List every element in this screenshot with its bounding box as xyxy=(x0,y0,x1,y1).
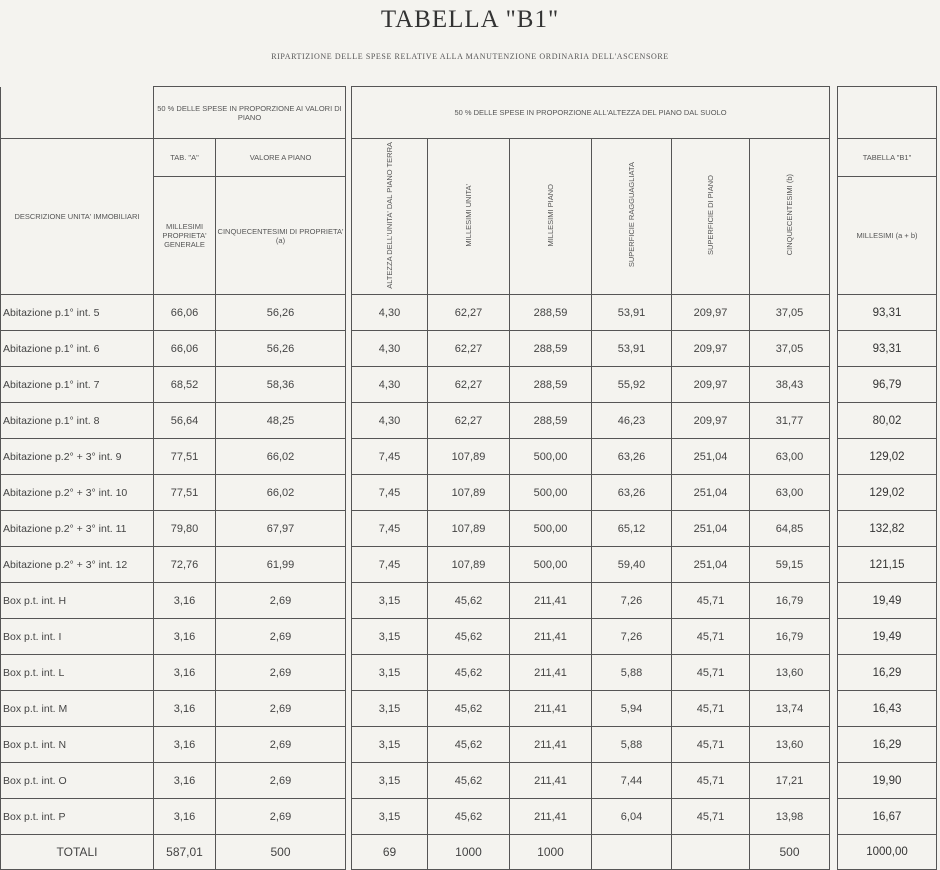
header-descrizione: DESCRIZIONE UNITA' IMMOBILIARI xyxy=(1,139,154,295)
header-millesimi-unita: MILLESIMI UNITA' xyxy=(428,139,510,295)
altezza-cell: 3,15 xyxy=(352,763,428,799)
unit-description: Box p.t. int. P xyxy=(1,799,154,835)
millesimi-unita-cell: 45,62 xyxy=(428,691,510,727)
millesimi-unita-cell: 62,27 xyxy=(428,367,510,403)
cinquecentesimi-proprieta-cell: 66,02 xyxy=(216,475,346,511)
table-row xyxy=(1,403,937,439)
cinquecentesimi-b-cell: 16,79 xyxy=(750,619,830,655)
unit-description: Box p.t. int. O xyxy=(1,763,154,799)
altezza-cell: 7,45 xyxy=(352,439,428,475)
altezza-cell: 7,45 xyxy=(352,511,428,547)
millesimi-proprieta-cell: 68,52 xyxy=(154,367,216,403)
table-row xyxy=(1,655,937,691)
millesimi-ab-cell: 129,02 xyxy=(838,439,937,475)
superficie-piano-cell: 209,97 xyxy=(672,367,750,403)
table-row xyxy=(1,691,937,727)
cinquecentesimi-b-cell: 64,85 xyxy=(750,511,830,547)
cinquecentesimi-b-cell: 16,79 xyxy=(750,583,830,619)
altezza-cell: 7,45 xyxy=(352,547,428,583)
millesimi-ab-cell: 96,79 xyxy=(838,367,937,403)
spacer-cell xyxy=(830,727,838,763)
header-altezza: ALTEZZA DELL'UNITA' DAL PIANO TERRA xyxy=(352,139,428,295)
unit-description: Abitazione p.1° int. 8 xyxy=(1,403,154,439)
spacer-cell xyxy=(830,511,838,547)
millesimi-proprieta-cell: 3,16 xyxy=(154,655,216,691)
total-cinquecentesimi-proprieta: 500 xyxy=(216,835,346,870)
superficie-ragguagliata-cell: 53,91 xyxy=(592,295,672,331)
cinquecentesimi-b-cell: 13,74 xyxy=(750,691,830,727)
totals-label: TOTALI xyxy=(1,835,154,870)
superficie-piano-cell: 251,04 xyxy=(672,511,750,547)
cinquecentesimi-proprieta-cell: 2,69 xyxy=(216,691,346,727)
millesimi-proprieta-cell: 3,16 xyxy=(154,691,216,727)
unit-description: Box p.t. int. L xyxy=(1,655,154,691)
superficie-piano-cell: 45,71 xyxy=(672,583,750,619)
superficie-piano-cell: 209,97 xyxy=(672,403,750,439)
unit-description: Abitazione p.1° int. 7 xyxy=(1,367,154,403)
spacer-cell xyxy=(830,799,838,835)
altezza-cell: 3,15 xyxy=(352,655,428,691)
millesimi-ab-cell: 129,02 xyxy=(838,475,937,511)
header-tabella-b1: TABELLA "B1" xyxy=(838,139,937,177)
spacer-cell xyxy=(830,547,838,583)
superficie-ragguagliata-cell: 59,40 xyxy=(592,547,672,583)
cinquecentesimi-proprieta-cell: 56,26 xyxy=(216,331,346,367)
superficie-ragguagliata-cell: 5,88 xyxy=(592,727,672,763)
millesimi-unita-cell: 45,62 xyxy=(428,727,510,763)
cinquecentesimi-proprieta-cell: 2,69 xyxy=(216,655,346,691)
table-row xyxy=(1,511,937,547)
cinquecentesimi-proprieta-cell: 2,69 xyxy=(216,799,346,835)
altezza-cell: 4,30 xyxy=(352,403,428,439)
cinquecentesimi-proprieta-cell: 56,26 xyxy=(216,295,346,331)
superficie-ragguagliata-cell: 63,26 xyxy=(592,439,672,475)
superficie-ragguagliata-cell: 7,44 xyxy=(592,763,672,799)
superficie-piano-cell: 209,97 xyxy=(672,295,750,331)
table-row xyxy=(1,727,937,763)
millesimi-piano-cell: 211,41 xyxy=(510,619,592,655)
table-row xyxy=(1,763,937,799)
cinquecentesimi-proprieta-cell: 67,97 xyxy=(216,511,346,547)
page-subtitle: RIPARTIZIONE DELLE SPESE RELATIVE ALLA MANUTENZIONE ORDINARIA DELL'ASCENSORE xyxy=(271,52,669,61)
millesimi-unita-cell: 45,62 xyxy=(428,763,510,799)
millesimi-proprieta-cell: 66,06 xyxy=(154,331,216,367)
superficie-ragguagliata-cell: 65,12 xyxy=(592,511,672,547)
unit-description: Box p.t. int. M xyxy=(1,691,154,727)
unit-description: Abitazione p.2° + 3° int. 10 xyxy=(1,475,154,511)
millesimi-proprieta-cell: 3,16 xyxy=(154,619,216,655)
millesimi-piano-cell: 211,41 xyxy=(510,583,592,619)
superficie-piano-cell: 209,97 xyxy=(672,331,750,367)
millesimi-unita-cell: 107,89 xyxy=(428,439,510,475)
millesimi-ab-cell: 132,82 xyxy=(838,511,937,547)
cinquecentesimi-proprieta-cell: 2,69 xyxy=(216,727,346,763)
superficie-ragguagliata-cell: 6,04 xyxy=(592,799,672,835)
unit-description: Abitazione p.2° + 3° int. 11 xyxy=(1,511,154,547)
altezza-cell: 3,15 xyxy=(352,691,428,727)
cinquecentesimi-b-cell: 63,00 xyxy=(750,475,830,511)
millesimi-ab-cell: 19,49 xyxy=(838,619,937,655)
page-title: TABELLA "B1" xyxy=(380,6,560,33)
unit-description: Box p.t. int. I xyxy=(1,619,154,655)
millesimi-proprieta-cell: 77,51 xyxy=(154,475,216,511)
millesimi-proprieta-cell: 79,80 xyxy=(154,511,216,547)
millesimi-ab-cell: 93,31 xyxy=(838,295,937,331)
cinquecentesimi-proprieta-cell: 2,69 xyxy=(216,619,346,655)
spacer-cell xyxy=(830,763,838,799)
header-group-b: 50 % DELLE SPESE IN PROPORZIONE ALL'ALTEZZA DEL PIANO DAL SUOLO xyxy=(352,87,830,139)
millesimi-piano-cell: 211,41 xyxy=(510,727,592,763)
altezza-cell: 4,30 xyxy=(352,331,428,367)
cinquecentesimi-proprieta-cell: 2,69 xyxy=(216,763,346,799)
superficie-piano-cell: 45,71 xyxy=(672,655,750,691)
table-row xyxy=(1,619,937,655)
header-corner xyxy=(1,87,154,139)
millesimi-proprieta-cell: 3,16 xyxy=(154,583,216,619)
table-row xyxy=(1,331,937,367)
header-group-a: 50 % DELLE SPESE IN PROPORZIONE AI VALORI DI PIANO xyxy=(154,87,346,139)
millesimi-piano-cell: 500,00 xyxy=(510,475,592,511)
cinquecentesimi-proprieta-cell: 2,69 xyxy=(216,583,346,619)
millesimi-unita-cell: 45,62 xyxy=(428,583,510,619)
cinquecentesimi-b-cell: 13,60 xyxy=(750,655,830,691)
millesimi-unita-cell: 62,27 xyxy=(428,295,510,331)
millesimi-piano-cell: 211,41 xyxy=(510,691,592,727)
millesimi-piano-cell: 288,59 xyxy=(510,331,592,367)
table-row xyxy=(1,583,937,619)
altezza-cell: 4,30 xyxy=(352,367,428,403)
unit-description: Abitazione p.2° + 3° int. 12 xyxy=(1,547,154,583)
spacer-cell xyxy=(830,295,838,331)
table-row xyxy=(1,439,937,475)
header-millesimi-ab: MILLESIMI (a + b) xyxy=(838,177,937,295)
superficie-piano-cell: 251,04 xyxy=(672,547,750,583)
millesimi-piano-cell: 288,59 xyxy=(510,403,592,439)
header-superficie-piano: SUPERFICIE DI PIANO xyxy=(672,139,750,295)
altezza-cell: 3,15 xyxy=(352,619,428,655)
total-altezza: 69 xyxy=(352,835,428,870)
allocation-table xyxy=(0,86,937,870)
spacer-cell xyxy=(830,691,838,727)
millesimi-proprieta-cell: 56,64 xyxy=(154,403,216,439)
millesimi-ab-cell: 16,43 xyxy=(838,691,937,727)
millesimi-ab-cell: 80,02 xyxy=(838,403,937,439)
superficie-piano-cell: 251,04 xyxy=(672,475,750,511)
spacer-cell xyxy=(830,655,838,691)
spacer-cell xyxy=(830,583,838,619)
millesimi-piano-cell: 500,00 xyxy=(510,511,592,547)
superficie-piano-cell: 251,04 xyxy=(672,439,750,475)
superficie-piano-cell: 45,71 xyxy=(672,691,750,727)
millesimi-piano-cell: 288,59 xyxy=(510,295,592,331)
header-valore-a-piano: VALORE A PIANO xyxy=(216,139,346,177)
unit-description: Box p.t. int. H xyxy=(1,583,154,619)
table-row xyxy=(1,367,937,403)
superficie-piano-cell: 45,71 xyxy=(672,763,750,799)
spacer-cell xyxy=(830,619,838,655)
cinquecentesimi-proprieta-cell: 66,02 xyxy=(216,439,346,475)
spacer-cell xyxy=(830,439,838,475)
altezza-cell: 7,45 xyxy=(352,475,428,511)
spacer-cell xyxy=(830,475,838,511)
superficie-ragguagliata-cell: 7,26 xyxy=(592,583,672,619)
header-superficie-ragguagliata: SUPERFICIE RAGGUAGLIATA xyxy=(592,139,672,295)
cinquecentesimi-b-cell: 38,43 xyxy=(750,367,830,403)
superficie-ragguagliata-cell: 53,91 xyxy=(592,331,672,367)
millesimi-unita-cell: 107,89 xyxy=(428,511,510,547)
altezza-cell: 3,15 xyxy=(352,583,428,619)
cinquecentesimi-b-cell: 13,60 xyxy=(750,727,830,763)
millesimi-piano-cell: 288,59 xyxy=(510,367,592,403)
cinquecentesimi-b-cell: 59,15 xyxy=(750,547,830,583)
millesimi-proprieta-cell: 3,16 xyxy=(154,763,216,799)
millesimi-unita-cell: 45,62 xyxy=(428,799,510,835)
millesimi-unita-cell: 107,89 xyxy=(428,547,510,583)
altezza-cell: 4,30 xyxy=(352,295,428,331)
unit-description: Abitazione p.2° + 3° int. 9 xyxy=(1,439,154,475)
spacer-cell xyxy=(830,331,838,367)
superficie-ragguagliata-cell: 55,92 xyxy=(592,367,672,403)
millesimi-ab-cell: 93,31 xyxy=(838,331,937,367)
header-millesimi-proprieta: MILLESIMI PROPRIETA' GENERALE xyxy=(154,177,216,295)
cinquecentesimi-b-cell: 37,05 xyxy=(750,295,830,331)
unit-description: Abitazione p.1° int. 5 xyxy=(1,295,154,331)
millesimi-ab-cell: 121,15 xyxy=(838,547,937,583)
cinquecentesimi-proprieta-cell: 48,25 xyxy=(216,403,346,439)
millesimi-piano-cell: 500,00 xyxy=(510,439,592,475)
unit-description: Box p.t. int. N xyxy=(1,727,154,763)
millesimi-proprieta-cell: 3,16 xyxy=(154,727,216,763)
total-millesimi-unita: 1000 xyxy=(428,835,510,870)
superficie-ragguagliata-cell: 46,23 xyxy=(592,403,672,439)
millesimi-ab-cell: 16,29 xyxy=(838,727,937,763)
cinquecentesimi-proprieta-cell: 61,99 xyxy=(216,547,346,583)
millesimi-unita-cell: 45,62 xyxy=(428,655,510,691)
superficie-ragguagliata-cell: 5,88 xyxy=(592,655,672,691)
altezza-cell: 3,15 xyxy=(352,727,428,763)
unit-description: Abitazione p.1° int. 6 xyxy=(1,331,154,367)
millesimi-ab-cell: 16,67 xyxy=(838,799,937,835)
superficie-piano-cell: 45,71 xyxy=(672,799,750,835)
millesimi-proprieta-cell: 3,16 xyxy=(154,799,216,835)
cinquecentesimi-b-cell: 31,77 xyxy=(750,403,830,439)
millesimi-unita-cell: 107,89 xyxy=(428,475,510,511)
millesimi-piano-cell: 211,41 xyxy=(510,763,592,799)
altezza-cell: 3,15 xyxy=(352,799,428,835)
millesimi-proprieta-cell: 66,06 xyxy=(154,295,216,331)
total-millesimi-proprieta: 587,01 xyxy=(154,835,216,870)
millesimi-piano-cell: 211,41 xyxy=(510,799,592,835)
millesimi-unita-cell: 62,27 xyxy=(428,403,510,439)
superficie-ragguagliata-cell: 7,26 xyxy=(592,619,672,655)
table-row xyxy=(1,475,937,511)
header-millesimi-piano: MILLESIMI PIANO xyxy=(510,139,592,295)
spacer-cell xyxy=(830,367,838,403)
cinquecentesimi-b-cell: 13,98 xyxy=(750,799,830,835)
header-cinquecentesimi-b: CINQUECENTESIMI (b) xyxy=(750,139,830,295)
spacer-cell xyxy=(830,403,838,439)
millesimi-unita-cell: 62,27 xyxy=(428,331,510,367)
cinquecentesimi-b-cell: 37,05 xyxy=(750,331,830,367)
total-cinquecentesimi-b: 500 xyxy=(750,835,830,870)
total-millesimi-ab: 1000,00 xyxy=(838,835,937,870)
millesimi-ab-cell: 19,49 xyxy=(838,583,937,619)
header-cinquecentesimi-proprieta: CINQUECENTESIMI DI PROPRIETA' (a) xyxy=(216,177,346,295)
table-row xyxy=(1,547,937,583)
cinquecentesimi-b-cell: 63,00 xyxy=(750,439,830,475)
cinquecentesimi-b-cell: 17,21 xyxy=(750,763,830,799)
millesimi-ab-cell: 16,29 xyxy=(838,655,937,691)
millesimi-unita-cell: 45,62 xyxy=(428,619,510,655)
total-millesimi-piano: 1000 xyxy=(510,835,592,870)
millesimi-proprieta-cell: 77,51 xyxy=(154,439,216,475)
superficie-piano-cell: 45,71 xyxy=(672,727,750,763)
superficie-ragguagliata-cell: 63,26 xyxy=(592,475,672,511)
table-row xyxy=(1,799,937,835)
millesimi-piano-cell: 211,41 xyxy=(510,655,592,691)
superficie-ragguagliata-cell: 5,94 xyxy=(592,691,672,727)
millesimi-proprieta-cell: 72,76 xyxy=(154,547,216,583)
millesimi-ab-cell: 19,90 xyxy=(838,763,937,799)
superficie-piano-cell: 45,71 xyxy=(672,619,750,655)
table-row xyxy=(1,295,937,331)
millesimi-piano-cell: 500,00 xyxy=(510,547,592,583)
cinquecentesimi-proprieta-cell: 58,36 xyxy=(216,367,346,403)
header-tab-a: TAB. "A" xyxy=(154,139,216,177)
